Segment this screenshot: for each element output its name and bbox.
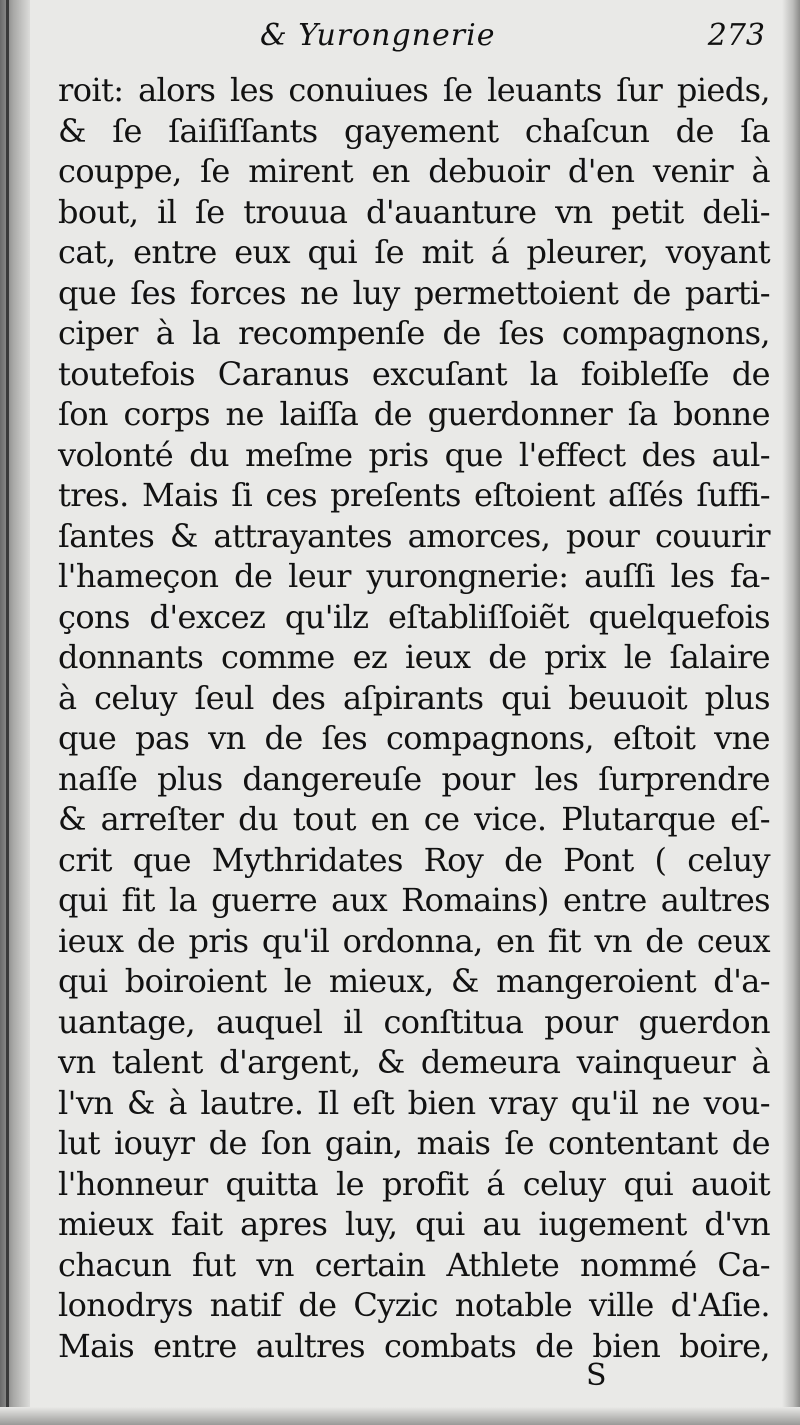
text-line: lut iouyr de ſon gain, mais ſe contentant de bbox=[58, 1124, 770, 1162]
body-text bbox=[58, 70, 770, 1366]
text-line: vn talent d'argent, & demeura vainqueur à bbox=[58, 1043, 770, 1081]
text-line: uantage, auquel il conſtitua pour guerdon bbox=[58, 1002, 770, 1041]
page-number: 273 bbox=[707, 18, 765, 53]
text-line: naſſe plus dangereuſe pour les ſurprendre bbox=[58, 759, 770, 798]
binding-gutter bbox=[0, 0, 30, 1425]
binding-shadow-line bbox=[6, 0, 9, 1425]
text-line: lonodrys natif de Cyzic notable ville d'Aſie. bbox=[58, 1286, 770, 1324]
text-line: crit que Mythridates Roy de Pont ( celuy bbox=[58, 840, 770, 879]
text-line: ſantes & attrayantes amorces, pour couurir bbox=[58, 516, 770, 555]
text-line: qui boiroient le mieux, & mangeroient d'a- bbox=[58, 962, 770, 1000]
text-line: & ſe ſaiſiſſants gayement chaſcun de ſa bbox=[58, 111, 770, 150]
text-line: l'vn & à lautre. Il eſt bien vray qu'il ne vou- bbox=[58, 1083, 770, 1122]
text-line: volonté du meſme pris que l'effect des aul- bbox=[58, 435, 770, 474]
text-line: roit: alors les conuiues ſe leuants ſur pieds, bbox=[58, 71, 770, 109]
text-line: ſon corps ne laiſſa de guerdonner ſa bonne bbox=[58, 395, 770, 433]
text-line: toutefois Caranus excuſant la foibleſſe de bbox=[58, 354, 770, 393]
text-line: bout, il ſe trouua d'auanture vn petit deli- bbox=[58, 192, 770, 231]
text-line: l'hameçon de leur yurongnerie: auſſi les fa- bbox=[58, 557, 770, 595]
text-line: l'honneur quitta le profit á celuy qui auoit bbox=[58, 1164, 770, 1203]
text-line: chacun fut vn certain Athlete nommé Ca- bbox=[58, 1245, 770, 1284]
text-line: Mais entre aultres combats de bien boire, bbox=[58, 1326, 770, 1365]
text-line: tres. Mais ſi ces preſents eſtoient aſſés ſuffi- bbox=[58, 476, 770, 514]
text-line: que ſes forces ne luy permettoient de parti- bbox=[58, 273, 770, 312]
text-line: & arreſter du tout en ce vice. Plutarque eſ- bbox=[58, 800, 770, 838]
text-line: qui fit la guerre aux Romains) entre aultres bbox=[58, 881, 770, 919]
text-line: couppe, ſe mirent en debuoir d'en venir à bbox=[58, 152, 770, 190]
page-header bbox=[60, 18, 765, 58]
text-line: donnants comme ez ieux de prix le ſalaire bbox=[58, 638, 770, 676]
text-line: ieux de pris qu'il ordonna, en fit vn de ceux bbox=[58, 921, 770, 960]
text-line: çons d'excez qu'ilz eſtabliſſoiẽt quelquefois bbox=[58, 597, 770, 636]
text-line: à celuy ſeul des aſpirants qui beuuoit plus bbox=[58, 678, 770, 717]
page-right-edge bbox=[782, 0, 800, 1425]
signature-mark: S bbox=[586, 1358, 607, 1393]
text-line: mieux fait apres luy, qui au iugement d'vn bbox=[58, 1205, 770, 1243]
running-title: & Yurongnerie bbox=[260, 18, 496, 53]
text-line: cat, entre eux qui ſe mit á pleurer, voyant bbox=[58, 233, 770, 271]
text-line: ciper à la recompenſe de ſes compagnons, bbox=[58, 314, 770, 352]
page-bottom-edge bbox=[0, 1407, 800, 1425]
text-line: que pas vn de ſes compagnons, eſtoit vne bbox=[58, 719, 770, 757]
